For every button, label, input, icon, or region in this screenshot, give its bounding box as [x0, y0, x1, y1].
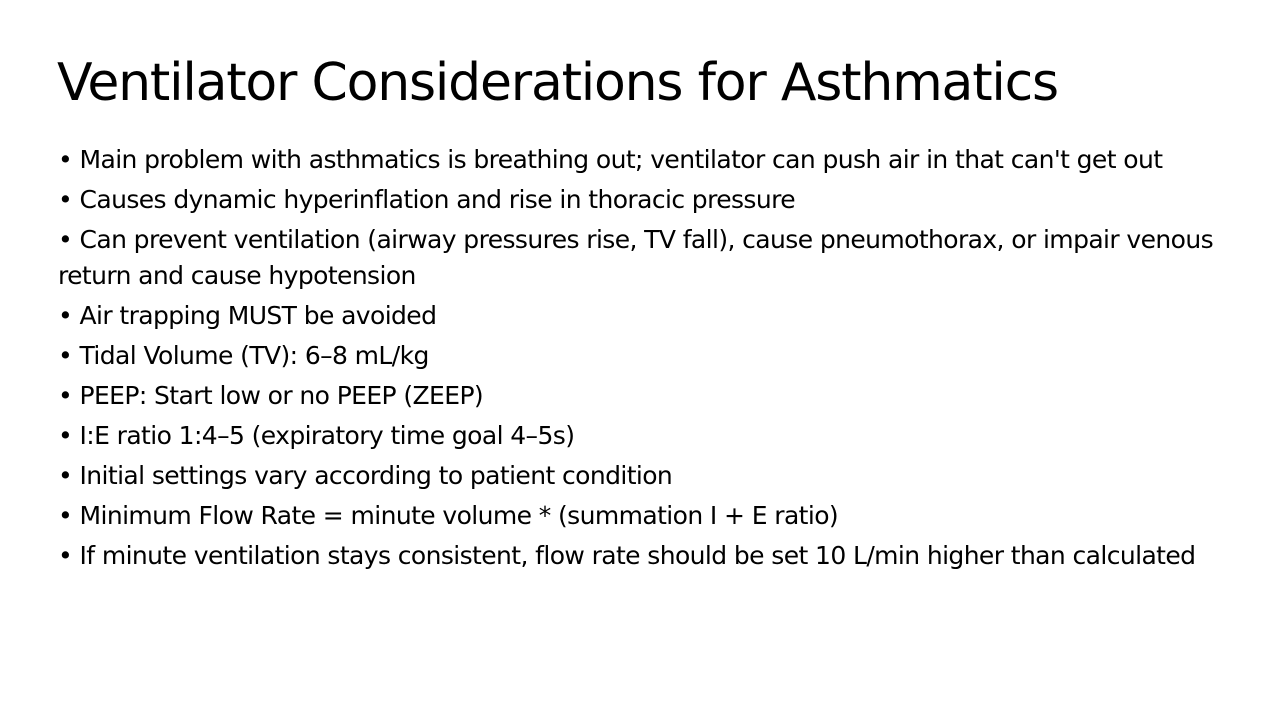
bullet-item-4: [58, 298, 1218, 334]
bullet-item-7: [58, 418, 1218, 454]
bullet-marker: •: [58, 381, 73, 410]
bullet-marker: •: [58, 145, 73, 174]
bullet-text: Initial settings vary according to patient condition: [79, 461, 673, 490]
bullet-item-9: [58, 498, 1218, 534]
bullet-text: Minimum Flow Rate = minute volume * (summation I + E ratio): [79, 501, 839, 530]
bullet-text: Main problem with asthmatics is breathing out; ventilator can push air in that can't get out: [79, 145, 1163, 174]
bullet-item-1: [58, 142, 1218, 178]
bullet-marker: •: [58, 341, 73, 370]
bullet-text: I:E ratio 1:4–5 (expiratory time goal 4–5s): [79, 421, 575, 450]
bullet-item-5: [58, 338, 1218, 374]
bullet-marker: •: [58, 461, 73, 490]
bullet-marker: •: [58, 185, 73, 214]
bullet-marker: •: [58, 225, 73, 254]
bullet-text: If minute ventilation stays consistent, flow rate should be set 10 L/min higher than calculated: [79, 541, 1196, 570]
bullet-item-2: [58, 182, 1218, 218]
bullet-marker: •: [58, 421, 73, 450]
bullet-marker: •: [58, 541, 73, 570]
bullet-item-3: [58, 222, 1218, 294]
bullet-marker: •: [58, 501, 73, 530]
slide-title: Ventilator Considerations for Asthmatics: [57, 53, 1058, 113]
bullet-text: Tidal Volume (TV): 6–8 mL/kg: [79, 341, 429, 370]
bullet-item-8: [58, 458, 1218, 494]
bullet-item-6: [58, 378, 1218, 414]
bullet-list: [58, 142, 1218, 578]
bullet-text: Air trapping MUST be avoided: [79, 301, 437, 330]
bullet-marker: •: [58, 301, 73, 330]
bullet-text: Can prevent ventilation (airway pressures rise, TV fall), cause pneumothorax, or impair venous return and cause hypotension: [58, 225, 1214, 290]
bullet-text: Causes dynamic hyperinflation and rise in thoracic pressure: [79, 185, 795, 214]
bullet-text: PEEP: Start low or no PEEP (ZEEP): [79, 381, 484, 410]
bullet-item-10: [58, 538, 1218, 574]
